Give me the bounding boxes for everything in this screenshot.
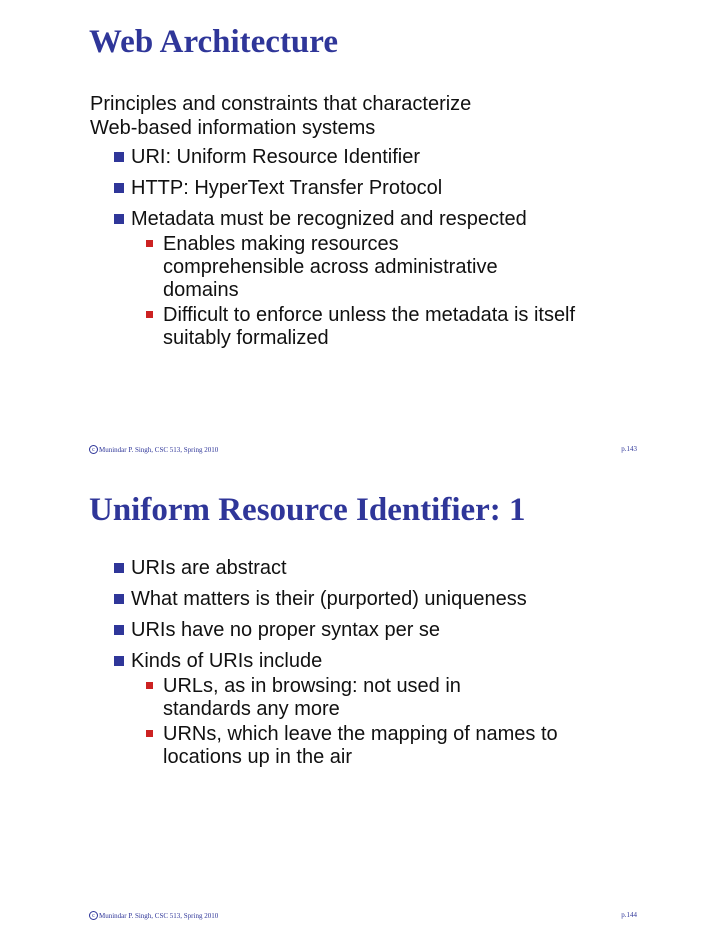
intro-line: Principles and constraints that characterize bbox=[90, 93, 472, 115]
footer-author: Munindar P. Singh, CSC 513, Spring 2010 bbox=[99, 911, 219, 920]
square-bullet-icon bbox=[114, 152, 124, 162]
square-bullet-icon bbox=[114, 656, 124, 666]
small-square-bullet-icon bbox=[146, 311, 153, 318]
sub-bullet-item bbox=[146, 723, 603, 769]
bullet-item bbox=[114, 557, 614, 580]
sub-bullet-list bbox=[146, 675, 614, 769]
footer-author: Munindar P. Singh, CSC 513, Spring 2010 bbox=[99, 445, 219, 454]
footer-copyright bbox=[89, 445, 218, 454]
sub-bullet-text: URNs, which leave the mapping of names to locations up in the air bbox=[163, 723, 558, 768]
small-square-bullet-icon bbox=[146, 682, 153, 689]
page-number: p.143 bbox=[621, 445, 637, 453]
bullet-text: What matters is their (purported) uniqueness bbox=[131, 588, 527, 610]
sub-bullet-list bbox=[146, 233, 614, 350]
copyright-icon: c bbox=[89, 445, 98, 454]
bullet-item bbox=[114, 208, 614, 350]
square-bullet-icon bbox=[114, 183, 124, 193]
bullet-text: HTTP: HyperText Transfer Protocol bbox=[131, 177, 443, 199]
bullet-item bbox=[114, 619, 614, 642]
footer-copyright bbox=[89, 911, 218, 920]
sub-bullet-item bbox=[146, 304, 603, 350]
sub-bullet-text: Enables making resources comprehensible across administrative domains bbox=[163, 233, 498, 301]
bullet-item bbox=[114, 146, 614, 169]
page-number: p.144 bbox=[621, 911, 637, 919]
small-square-bullet-icon bbox=[146, 240, 153, 247]
bullet-text: Kinds of URIs include bbox=[131, 650, 323, 672]
bullet-text: URI: Uniform Resource Identifier bbox=[131, 146, 420, 168]
small-square-bullet-icon bbox=[146, 730, 153, 737]
slide-uniform-resource-identifier bbox=[0, 466, 720, 932]
sub-bullet-item bbox=[146, 233, 543, 302]
square-bullet-icon bbox=[114, 594, 124, 604]
sub-bullet-item bbox=[146, 675, 533, 721]
slide-title: Uniform Resource Identifier: 1 bbox=[89, 492, 526, 528]
bullet-item bbox=[114, 588, 614, 611]
bullet-list bbox=[114, 146, 614, 358]
square-bullet-icon bbox=[114, 214, 124, 224]
bullet-item bbox=[114, 650, 614, 769]
intro-text bbox=[90, 92, 610, 140]
sub-bullet-text: URLs, as in browsing: not used in standards any more bbox=[163, 675, 461, 720]
bullet-item bbox=[114, 177, 614, 200]
bullet-list bbox=[114, 557, 614, 777]
bullet-text: URIs are abstract bbox=[131, 557, 287, 579]
intro-line: Web-based information systems bbox=[90, 117, 376, 139]
copyright-icon: c bbox=[89, 911, 98, 920]
bullet-text: Metadata must be recognized and respected bbox=[131, 208, 527, 230]
square-bullet-icon bbox=[114, 563, 124, 573]
sub-bullet-text: Difficult to enforce unless the metadata is itself suitably formalized bbox=[163, 304, 576, 349]
square-bullet-icon bbox=[114, 625, 124, 635]
bullet-text: URIs have no proper syntax per se bbox=[131, 619, 441, 641]
slide-title: Web Architecture bbox=[89, 24, 338, 60]
